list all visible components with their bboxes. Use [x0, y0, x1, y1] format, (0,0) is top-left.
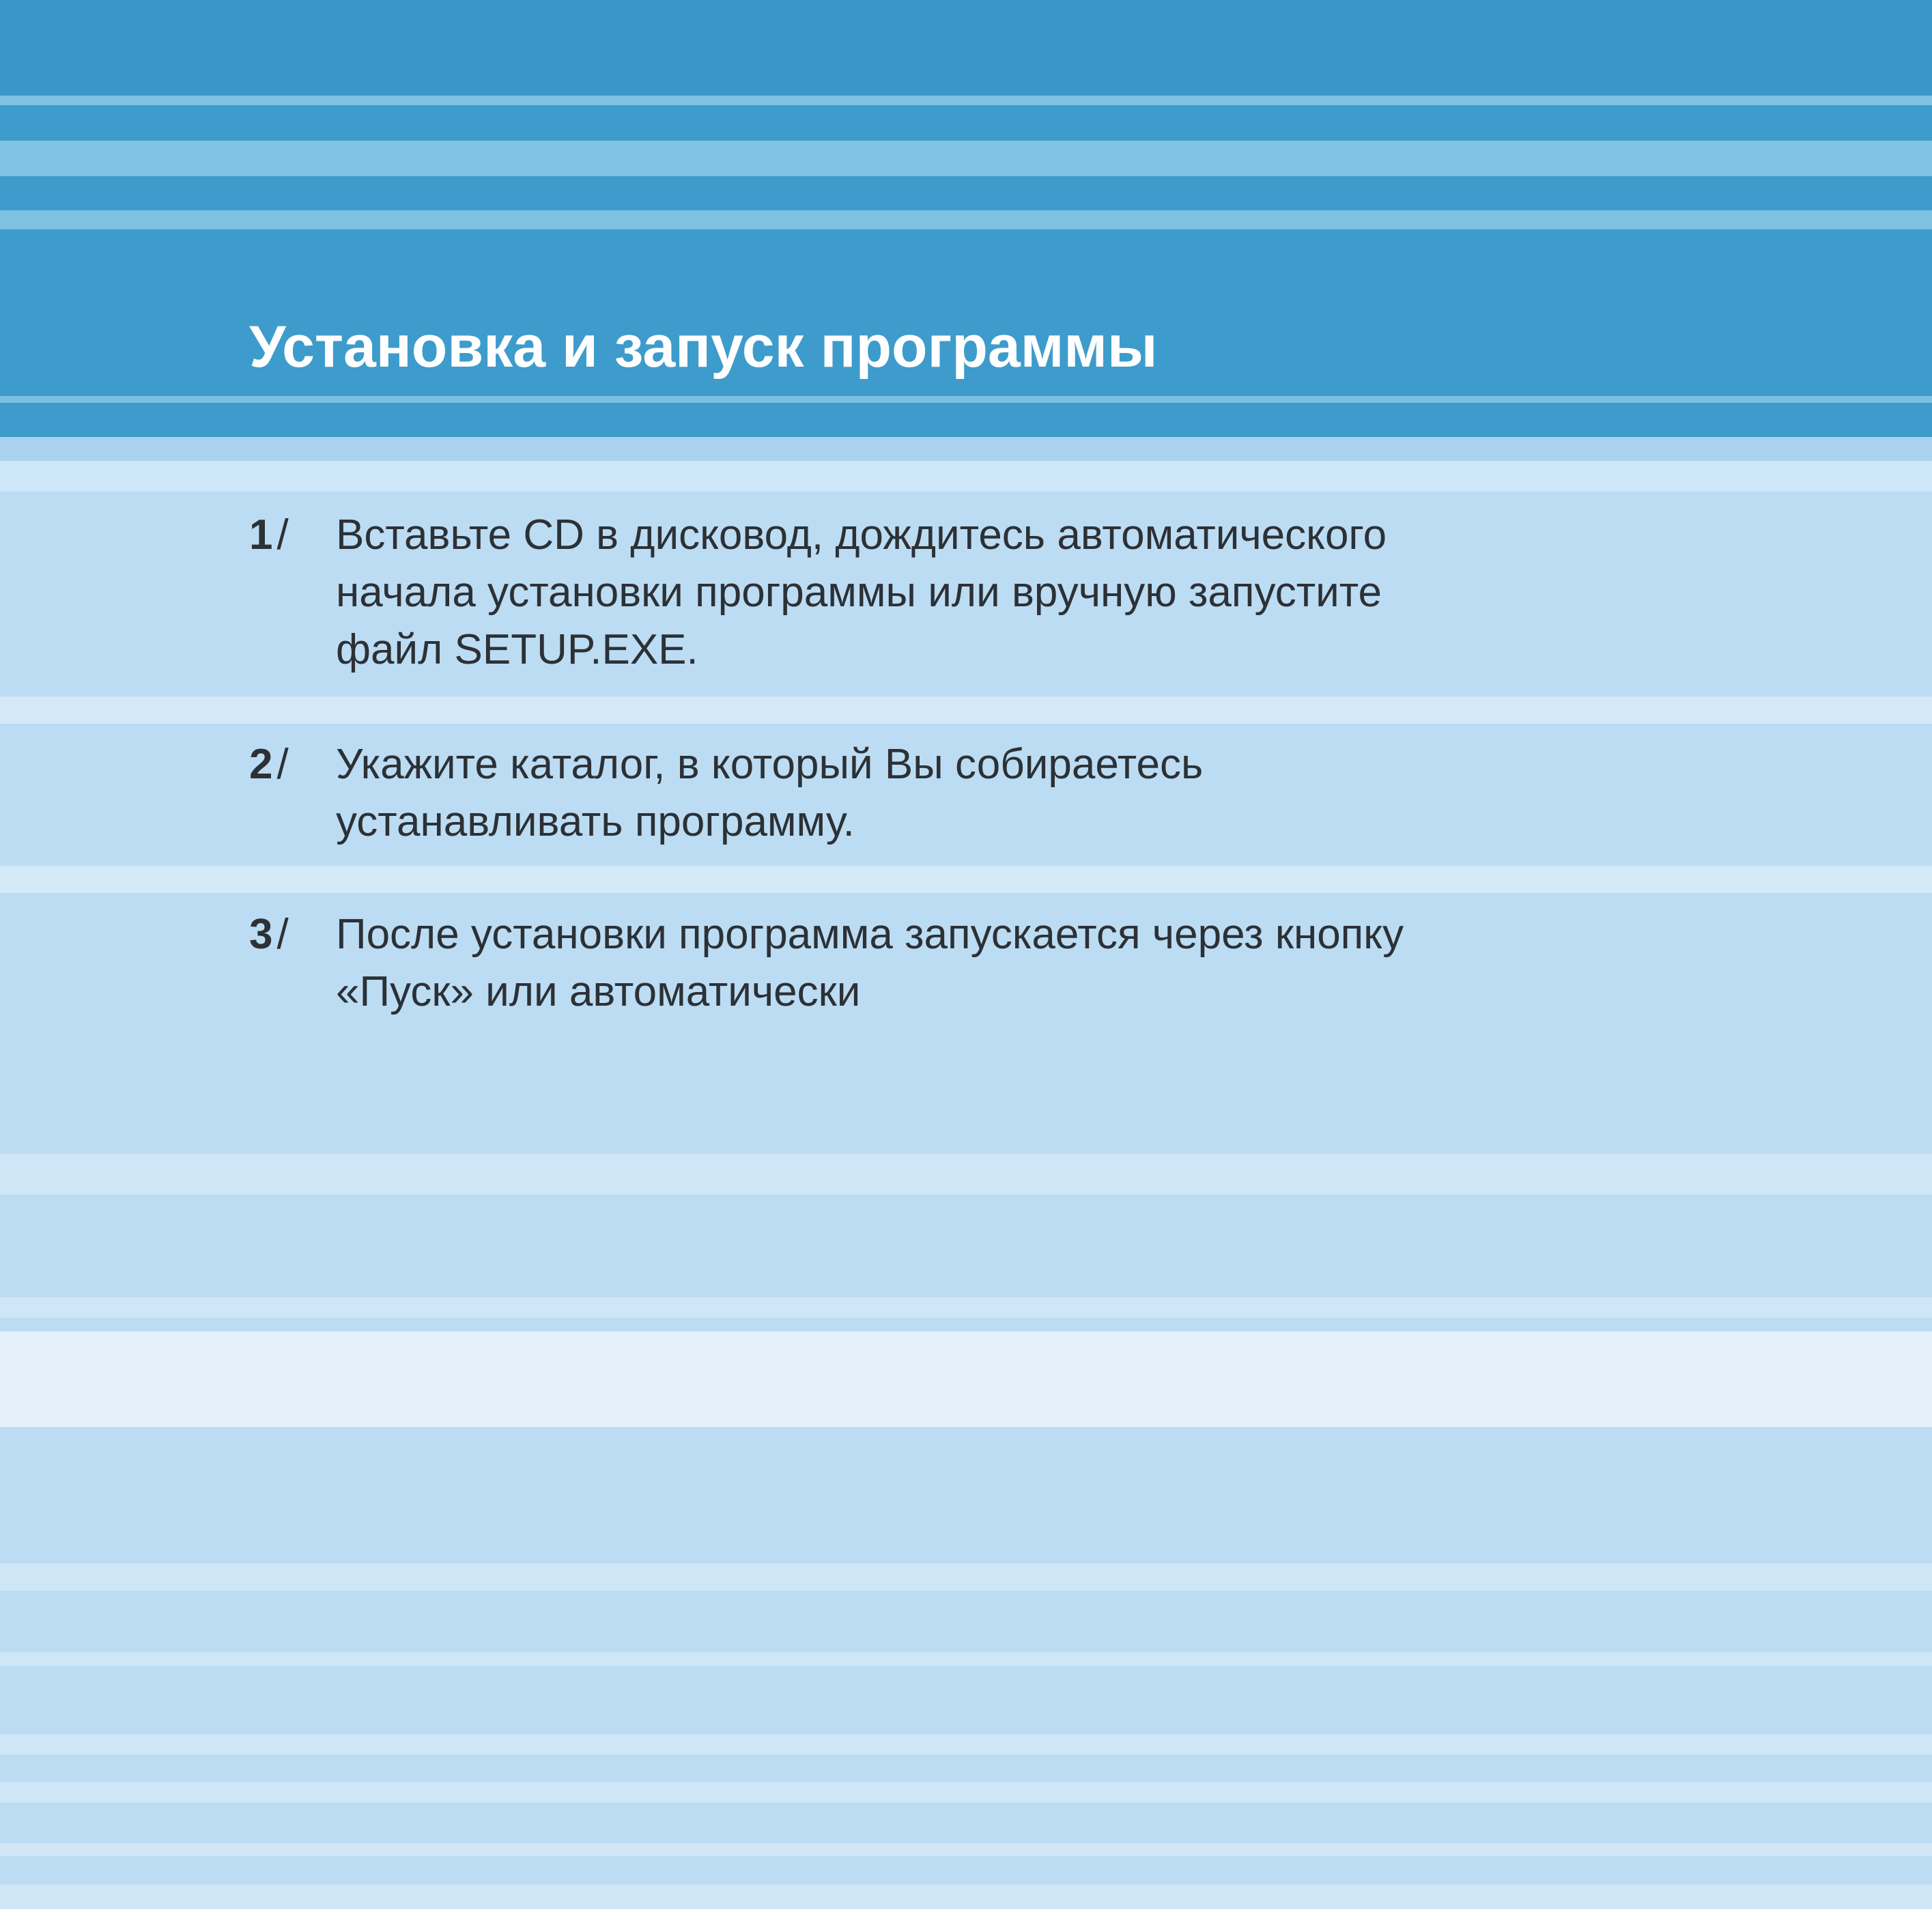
step-number	[249, 736, 335, 793]
step-text	[336, 507, 1387, 679]
step-text-line: После установки программа запускается через кнопку	[336, 911, 1404, 958]
step-digit: 1	[249, 511, 273, 558]
step-number	[249, 507, 335, 564]
step-separator: /	[276, 741, 289, 788]
step-text-line: файл SETUP.EXE.	[336, 626, 698, 673]
step-text-line: «Пуск» или автоматически	[336, 968, 861, 1015]
step-text-line: устанавливать программу.	[336, 798, 855, 845]
step-digit: 3	[249, 911, 273, 958]
step-separator: /	[276, 511, 289, 558]
step-text-line: Укажите каталог, в который Вы собираетесь	[336, 741, 1204, 788]
step-text	[336, 906, 1404, 1021]
step-separator: /	[276, 911, 289, 958]
step-text-line: начала установки программы или вручную запустите	[336, 569, 1382, 616]
step-number	[249, 906, 335, 963]
step-digit: 2	[249, 741, 273, 788]
page-title: Установка и запуск программы	[249, 314, 1158, 380]
step-text-line: Вставьте CD в дисковод, дождитесь автоматического	[336, 511, 1387, 558]
step-text	[336, 736, 1203, 851]
